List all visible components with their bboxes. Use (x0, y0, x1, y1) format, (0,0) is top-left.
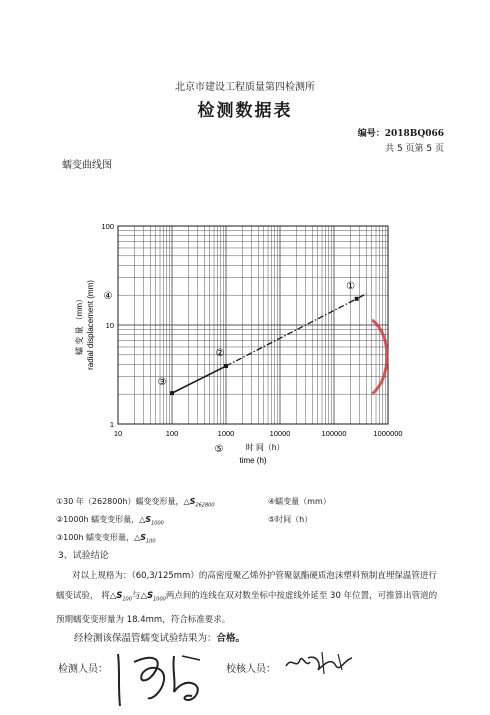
x-tick-label: 1000000 (373, 429, 403, 438)
x-axis-label-en: time (h) (239, 456, 267, 465)
legend-item-1-text: ①30 年（262800h）蠕变变形量， (56, 497, 184, 506)
legend-item-3 (56, 532, 156, 545)
axis-ticks (101, 222, 402, 438)
conclusion-sym-2: △S (140, 591, 154, 601)
y-tick-label: 1 (109, 420, 114, 429)
data-point (170, 391, 174, 395)
conclusion-sub-1: 100 (122, 596, 132, 603)
legend-item-1-sub: 262800 (195, 502, 215, 509)
x-tick-label: 100 (165, 429, 179, 438)
x-axis-marker: ⑤ (214, 444, 224, 455)
page-info: 共 5 页第 5 页 (385, 144, 444, 154)
section-title: 蠕变曲线图 (62, 160, 112, 171)
x-tick-label: 10 (113, 429, 123, 438)
legend-item-1-symbol: △S (183, 497, 196, 506)
point-marker-label: ③ (157, 377, 167, 389)
x-tick-label: 10000 (269, 429, 291, 438)
tester-label: 检测人员： (58, 664, 108, 675)
conclusion-sub-2: 1000 (153, 596, 166, 603)
reviewer-signature (282, 648, 362, 678)
chart-grid (118, 226, 388, 424)
document-title: 检测数据表 (197, 101, 293, 121)
legend-item-3-sub: 100 (145, 538, 156, 545)
y-axis-label: 蠕 变 量 （mm） (75, 295, 84, 355)
organization-name: 北京市建设工程质量第四检测所 (175, 82, 315, 93)
point-marker-label: ① (346, 280, 356, 292)
y-axis-label-en: radial displacement (mm) (86, 280, 95, 370)
result-label: 经检测该保温管蠕变试验结果为： (74, 633, 217, 644)
legend-item-2 (56, 514, 164, 527)
measured-line (172, 366, 226, 393)
reviewer-label: 校核人员： (226, 664, 276, 675)
legend-item-4: ④蠕变量（mm） (268, 497, 331, 506)
conclusion-text-c: 两点间的连线在双对数坐标中按虚线外延至 30 年位置，可推算出管道的预期蠕变变形量为 18.4mm，符合标准要求。 (56, 591, 438, 625)
legend-item-5: ⑤时间（h） (268, 515, 313, 524)
data-point (355, 297, 359, 301)
legend-item-2-symbol: △S (139, 515, 152, 524)
legend-item-2-text: ②1000h 蠕变变形量， (56, 515, 140, 524)
legend-item-1 (56, 496, 215, 509)
tester-signature (112, 640, 222, 710)
legend-item-3-text: ③100h 蠕变变形量， (56, 533, 135, 542)
x-tick-label: 1000 (217, 429, 235, 438)
conclusion-heading: 3、试验结论 (58, 551, 109, 561)
conclusion-paragraph (56, 566, 442, 630)
conclusion-text-a: 对以上规格为：（60,3/125mm）的高密度聚乙烯外护管聚氨酯硬质泡沫塑料预制直埋保温管进行蠕变试验， 将 (56, 571, 437, 601)
conclusion-text-b: 与 (131, 591, 141, 601)
y-axis-marker: ④ (103, 291, 113, 302)
x-tick-label: 100000 (321, 429, 347, 438)
x-axis-label: 时 间（h） (245, 443, 285, 452)
data-point (224, 364, 228, 368)
document-number: 编号：2018BQ066 (357, 129, 444, 139)
point-marker-label: ② (215, 348, 225, 360)
y-tick-label: 100 (101, 222, 114, 231)
y-tick-label: 10 (105, 321, 114, 330)
legend-item-3-symbol: △S (134, 533, 146, 542)
result-value: 合格。 (216, 633, 246, 644)
legend-item-2-sub: 1000 (151, 520, 164, 527)
conclusion-sym-1: △S (109, 591, 123, 601)
